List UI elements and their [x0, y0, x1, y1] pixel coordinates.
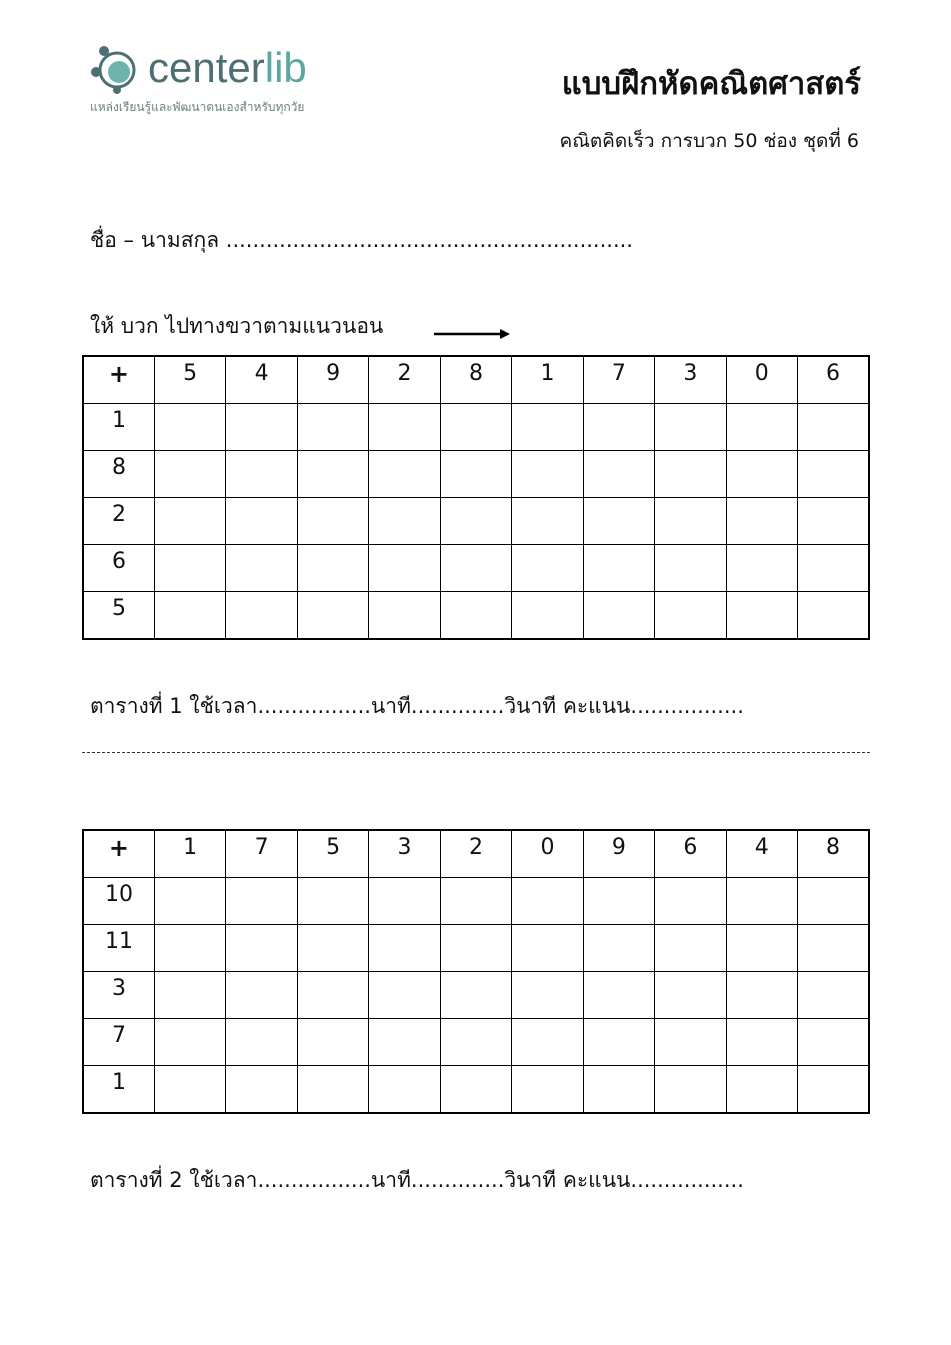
answer-cell[interactable]: [297, 451, 368, 498]
answer-cell[interactable]: [512, 404, 583, 451]
answer-cell[interactable]: [226, 545, 297, 592]
left-number-cell: 11: [83, 925, 154, 972]
answer-cell[interactable]: [154, 925, 225, 972]
table-row: [83, 878, 869, 925]
answer-cell[interactable]: [798, 972, 869, 1019]
answer-cell[interactable]: [655, 592, 726, 640]
answer-cell[interactable]: [369, 451, 440, 498]
answer-cell[interactable]: [655, 878, 726, 925]
left-number-cell: 1: [83, 404, 154, 451]
answer-cell[interactable]: [369, 1066, 440, 1114]
answer-cell[interactable]: [369, 972, 440, 1019]
top-number-cell: 1: [512, 356, 583, 404]
dashed-divider: [82, 752, 870, 753]
answer-cell[interactable]: [226, 404, 297, 451]
table-row: [83, 451, 869, 498]
answer-cell[interactable]: [226, 498, 297, 545]
answer-cell[interactable]: [297, 404, 368, 451]
answer-cell[interactable]: [369, 592, 440, 640]
answer-cell[interactable]: [297, 925, 368, 972]
instruction-text: ให้ บวก ไปทางขวาตามแนวนอน: [90, 314, 384, 338]
logo-tagline: แหล่งเรียนรู้และพัฒนาตนเองสำหรับทุกวัย: [90, 100, 305, 114]
table-header-row: [83, 356, 869, 404]
top-number-cell: 5: [297, 830, 368, 878]
top-number-cell: 3: [655, 356, 726, 404]
table-header-row: [83, 830, 869, 878]
left-number-cell: 3: [83, 972, 154, 1019]
answer-cell[interactable]: [583, 451, 654, 498]
answer-cell[interactable]: [726, 498, 797, 545]
answer-cell[interactable]: [297, 972, 368, 1019]
answer-cell[interactable]: [226, 878, 297, 925]
answer-cell[interactable]: [297, 1019, 368, 1066]
answer-cell[interactable]: [154, 545, 225, 592]
answer-cell[interactable]: [369, 545, 440, 592]
top-number-cell: 2: [440, 830, 511, 878]
worksheet-title: แบบฝึกหัดคณิตศาสตร์: [561, 66, 861, 102]
answer-cell[interactable]: [798, 451, 869, 498]
answer-cell[interactable]: [369, 925, 440, 972]
answer-cell[interactable]: [798, 878, 869, 925]
answer-cell[interactable]: [369, 404, 440, 451]
top-number-cell: 6: [798, 356, 869, 404]
answer-cell[interactable]: [440, 545, 511, 592]
answer-cell[interactable]: [798, 925, 869, 972]
answer-cell[interactable]: [798, 592, 869, 640]
addition-table-1: [82, 355, 870, 640]
table-row: [83, 404, 869, 451]
answer-cell[interactable]: [154, 1066, 225, 1114]
top-number-cell: 0: [512, 830, 583, 878]
answer-cell[interactable]: [583, 1066, 654, 1114]
answer-cell[interactable]: [583, 545, 654, 592]
answer-cell[interactable]: [154, 498, 225, 545]
name-field[interactable]: ชื่อ – นามสกุล .............................................................: [90, 228, 633, 252]
answer-cell[interactable]: [297, 545, 368, 592]
answer-cell[interactable]: [726, 545, 797, 592]
answer-cell[interactable]: [154, 878, 225, 925]
answer-cell[interactable]: [512, 545, 583, 592]
addition-table-2: [82, 829, 870, 1114]
answer-cell[interactable]: [512, 592, 583, 640]
answer-cell[interactable]: [798, 1066, 869, 1114]
answer-cell[interactable]: [154, 404, 225, 451]
answer-cell[interactable]: [512, 1066, 583, 1114]
answer-cell[interactable]: [798, 404, 869, 451]
top-number-cell: 8: [440, 356, 511, 404]
answer-cell[interactable]: [369, 878, 440, 925]
answer-cell[interactable]: [297, 498, 368, 545]
answer-cell[interactable]: [154, 972, 225, 1019]
answer-cell[interactable]: [655, 451, 726, 498]
answer-cell[interactable]: [726, 925, 797, 972]
answer-cell[interactable]: [512, 498, 583, 545]
worksheet-subtitle: คณิตคิดเร็ว การบวก 50 ช่อง ชุดที่ 6: [559, 130, 859, 152]
answer-cell[interactable]: [583, 404, 654, 451]
table-row: [83, 498, 869, 545]
answer-cell[interactable]: [297, 592, 368, 640]
answer-cell[interactable]: [512, 1019, 583, 1066]
answer-cell[interactable]: [655, 404, 726, 451]
answer-cell[interactable]: [440, 925, 511, 972]
answer-cell[interactable]: [440, 878, 511, 925]
answer-cell[interactable]: [226, 1066, 297, 1114]
answer-cell[interactable]: [726, 592, 797, 640]
answer-cell[interactable]: [583, 592, 654, 640]
answer-cell[interactable]: [440, 1066, 511, 1114]
answer-cell[interactable]: [440, 498, 511, 545]
answer-cell[interactable]: [798, 498, 869, 545]
answer-cell[interactable]: [512, 878, 583, 925]
answer-cell[interactable]: [297, 878, 368, 925]
answer-cell[interactable]: [583, 1019, 654, 1066]
left-number-cell: 1: [83, 1066, 154, 1114]
table-row: [83, 1066, 869, 1114]
table-2-footer: ตารางที่ 2 ใช้เวลา.................นาที..............วินาที คะแนน.................: [90, 1168, 744, 1192]
top-number-cell: 9: [583, 830, 654, 878]
answer-cell[interactable]: [440, 451, 511, 498]
top-number-cell: 4: [226, 356, 297, 404]
logo-wordmark: centerlib: [148, 44, 307, 91]
answer-cell[interactable]: [726, 451, 797, 498]
top-number-cell: 4: [726, 830, 797, 878]
answer-cell[interactable]: [655, 1066, 726, 1114]
table-1-footer: ตารางที่ 1 ใช้เวลา.................นาที..............วินาที คะแนน.................: [90, 694, 744, 718]
answer-cell[interactable]: [440, 972, 511, 1019]
operator-cell: +: [83, 356, 154, 404]
answer-cell[interactable]: [297, 1066, 368, 1114]
top-number-cell: 5: [154, 356, 225, 404]
answer-cell[interactable]: [726, 1066, 797, 1114]
answer-cell[interactable]: [154, 451, 225, 498]
answer-cell[interactable]: [512, 451, 583, 498]
answer-cell[interactable]: [655, 972, 726, 1019]
answer-cell[interactable]: [726, 878, 797, 925]
top-number-cell: 2: [369, 356, 440, 404]
answer-cell[interactable]: [583, 925, 654, 972]
top-number-cell: 1: [154, 830, 225, 878]
answer-cell[interactable]: [154, 592, 225, 640]
answer-cell[interactable]: [154, 1019, 225, 1066]
answer-cell[interactable]: [655, 1019, 726, 1066]
answer-cell[interactable]: [369, 498, 440, 545]
left-number-cell: 7: [83, 1019, 154, 1066]
answer-cell[interactable]: [440, 592, 511, 640]
top-number-cell: 6: [655, 830, 726, 878]
answer-cell[interactable]: [583, 972, 654, 1019]
table-row: [83, 972, 869, 1019]
answer-cell[interactable]: [512, 925, 583, 972]
operator-cell: +: [83, 830, 154, 878]
answer-cell[interactable]: [440, 404, 511, 451]
answer-cell[interactable]: [226, 972, 297, 1019]
table-row: [83, 592, 869, 640]
answer-cell[interactable]: [726, 1019, 797, 1066]
top-number-cell: 3: [369, 830, 440, 878]
top-number-cell: 7: [226, 830, 297, 878]
left-number-cell: 10: [83, 878, 154, 925]
answer-cell[interactable]: [226, 451, 297, 498]
answer-cell[interactable]: [798, 545, 869, 592]
left-number-cell: 6: [83, 545, 154, 592]
answer-cell[interactable]: [512, 972, 583, 1019]
answer-cell[interactable]: [583, 878, 654, 925]
answer-cell[interactable]: [726, 972, 797, 1019]
answer-cell[interactable]: [655, 925, 726, 972]
answer-cell[interactable]: [655, 545, 726, 592]
left-number-cell: 2: [83, 498, 154, 545]
logo-icon: [88, 42, 146, 98]
table-row: [83, 925, 869, 972]
answer-cell[interactable]: [226, 925, 297, 972]
arrow-right-icon: [432, 326, 512, 342]
top-number-cell: 8: [798, 830, 869, 878]
answer-cell[interactable]: [369, 1019, 440, 1066]
answer-cell[interactable]: [726, 404, 797, 451]
logo: [88, 40, 348, 120]
top-number-cell: 0: [726, 356, 797, 404]
answer-cell[interactable]: [226, 1019, 297, 1066]
answer-cell[interactable]: [798, 1019, 869, 1066]
answer-cell[interactable]: [583, 498, 654, 545]
answer-cell[interactable]: [655, 498, 726, 545]
top-number-cell: 7: [583, 356, 654, 404]
answer-cell[interactable]: [226, 592, 297, 640]
left-number-cell: 8: [83, 451, 154, 498]
left-number-cell: 5: [83, 592, 154, 640]
top-number-cell: 9: [297, 356, 368, 404]
table-row: [83, 545, 869, 592]
table-row: [83, 1019, 869, 1066]
answer-cell[interactable]: [440, 1019, 511, 1066]
